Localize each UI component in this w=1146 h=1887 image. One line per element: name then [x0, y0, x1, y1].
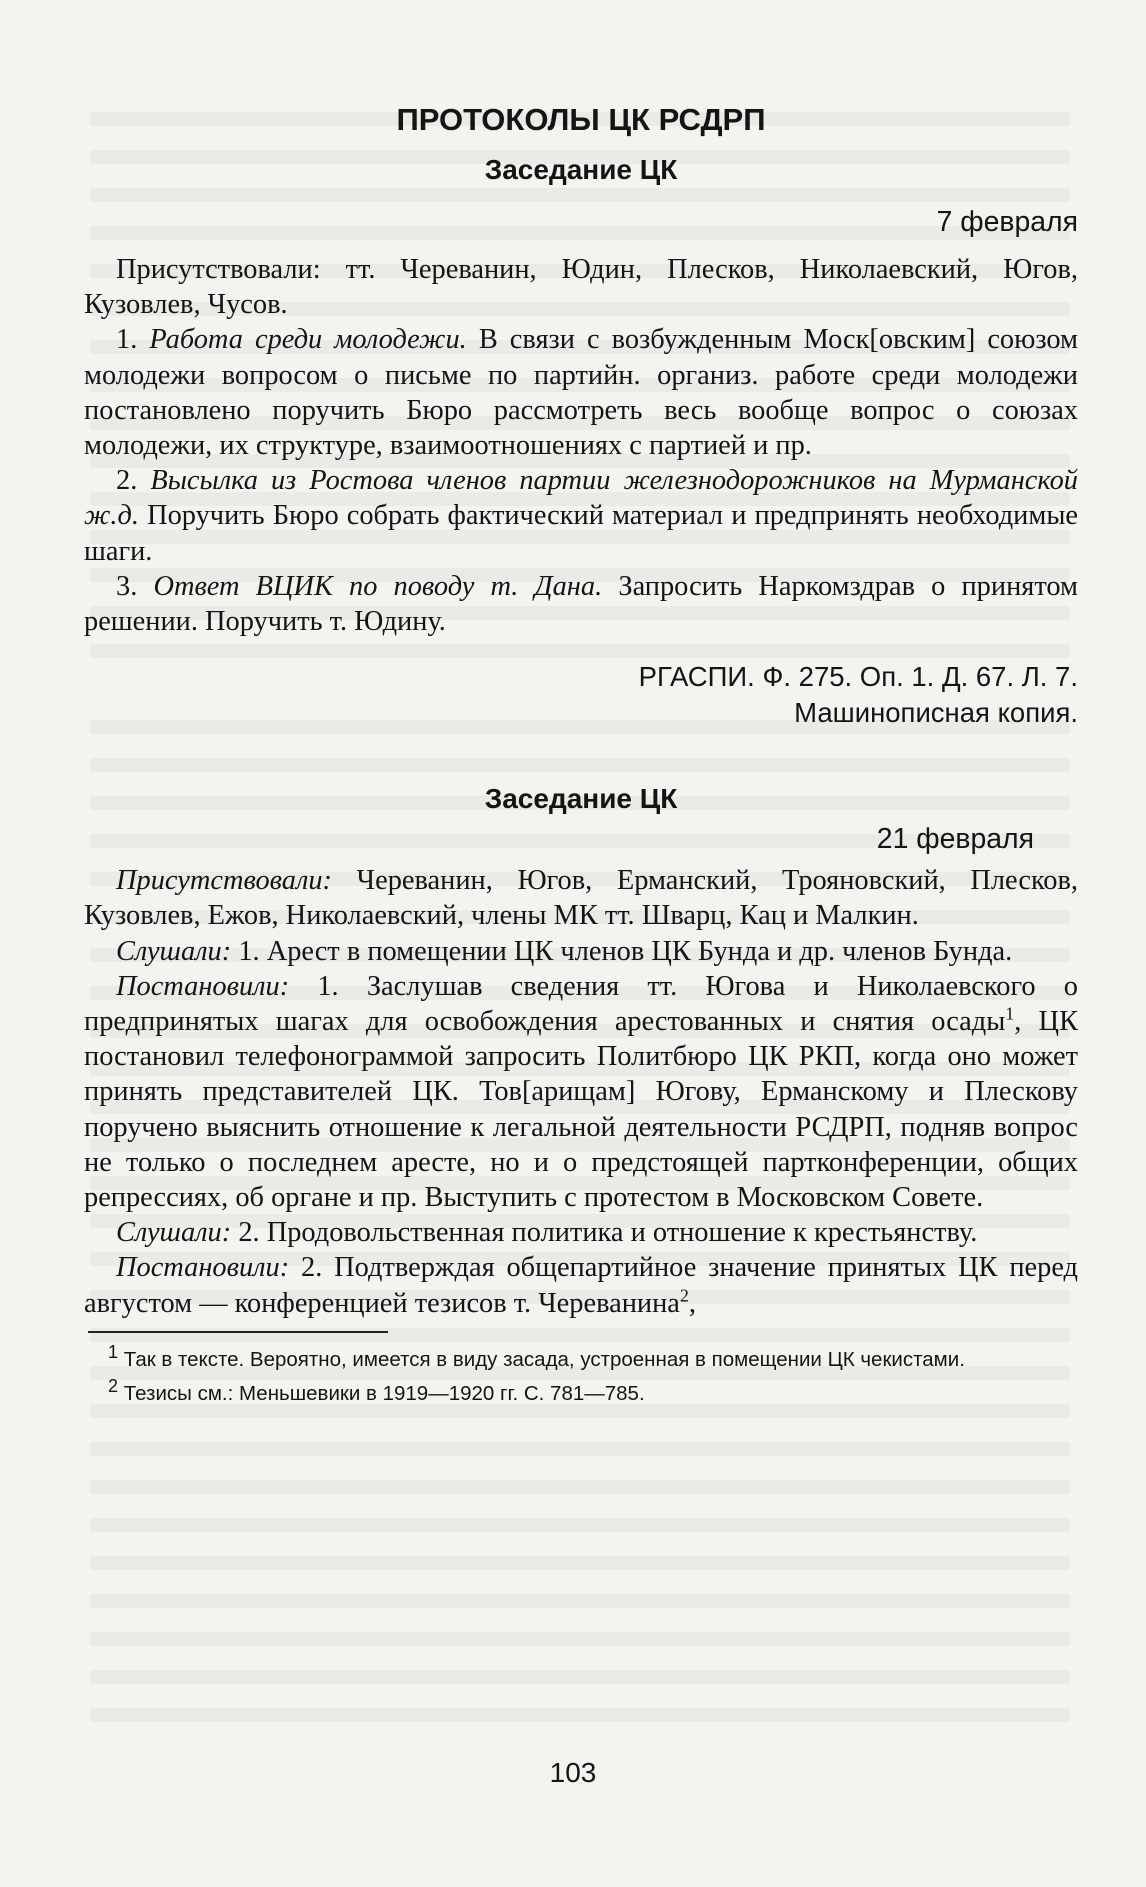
- resolved-label: Постановили:: [116, 1252, 290, 1284]
- footnote-ref: 1: [1005, 1003, 1015, 1024]
- agenda-item-topic: Ответ ВЦИК по поводу т. Дана.: [153, 570, 603, 602]
- agenda-item-text: В связи с возбужденным Моск[овским] союзом молодежи вопросом о письме по партийн. организ. работе среди молодежи постановлено поручить Бюро рассмотреть весь вообще вопрос о союзах молодежи, их структуре, взаимоотношениях с партией и пр.: [84, 324, 1079, 462]
- agenda-item: [84, 463, 1078, 569]
- agenda-item: [84, 569, 1078, 639]
- resolved-paragraph: [84, 1250, 1078, 1320]
- heard-text: 1. Арест в помещении ЦК членов ЦК Бунда и др. членов Бунда.: [238, 935, 1013, 967]
- attendance-label: Присутствовали:: [116, 865, 333, 897]
- resolved-text: 1. Заслушав сведения тт. Югова и Николаевского о предпринятых шагах для освобождения арестованных и снятия осады: [84, 970, 1078, 1038]
- agenda-item-number: 3.: [116, 570, 138, 602]
- resolved-text-continued: , ЦК постановил телефонограммой запросить Политбюро ЦК РКП, когда оно может принять представителей ЦК. Тов[арищам] Югову, Ерманскому и Плескову поручено выяснить отношение к легальной деятельности РСДРП, подняв вопрос не только о последнем аресте, но и о предстоящей партконференции, общих репрессиях, об органе и пр. Выступить с протестом в Московском Совете.: [84, 1006, 1078, 1214]
- copy-note: Машинописная копия.: [794, 697, 1078, 729]
- footnote-mark: 1: [108, 1342, 119, 1363]
- heard-label: Слушали:: [116, 1217, 232, 1249]
- session-date: 7 февраля: [936, 206, 1078, 238]
- footnote-ref: 2: [679, 1285, 689, 1306]
- heard-text: 2. Продовольственная политика и отношение к крестьянству.: [238, 1217, 978, 1249]
- agenda-item-topic: Работа среди молодежи.: [149, 324, 467, 356]
- agenda-item-text: Поручить Бюро собрать фактический материал и предпринять необходимые шаги.: [84, 500, 1078, 567]
- agenda-item-number: 1.: [116, 324, 138, 356]
- archive-reference: РГАСПИ. Ф. 275. Оп. 1. Д. 67. Л. 7.: [638, 661, 1078, 693]
- document-page: [84, 100, 1078, 1415]
- agenda-item: [84, 322, 1078, 463]
- heard-paragraph: [84, 934, 1078, 969]
- resolved-label: Постановили:: [116, 970, 290, 1002]
- footnote-mark: 2: [108, 1376, 119, 1397]
- heard-label: Слушали:: [116, 935, 232, 967]
- attendance-paragraph: Присутствовали: тт. Череванин, Юдин, Плесков, Николаевский, Югов, Кузовлев, Чусов.: [84, 254, 1078, 321]
- agenda-item-number: 2.: [116, 465, 138, 497]
- agenda-item-text: Запросить Наркомздрав о принятом решении. Поручить т. Юдину.: [84, 570, 1078, 638]
- document-title: ПРОТОКОЛЫ ЦК РСДРП: [396, 102, 766, 137]
- session-date: 21 февраля: [876, 823, 1034, 856]
- heard-paragraph: [84, 1215, 1078, 1250]
- footnote: [84, 1376, 1078, 1407]
- attendance-text: Череванин, Югов, Ерманский, Трояновский, Плесков, Кузовлев, Ежов, Николаевский, члены МК тт. Шварц, Кац и Малкин.: [84, 865, 1078, 932]
- footnote-divider: [88, 1331, 388, 1333]
- session-heading: Заседание ЦК: [484, 783, 678, 815]
- agenda-item-topic: Высылка из Ростова членов партии железнодорожников на Мурманской ж.д.: [84, 465, 1078, 532]
- page-number: 103: [549, 1757, 597, 1788]
- footnote: [84, 1342, 1078, 1373]
- attendance-paragraph: [84, 863, 1078, 933]
- footnote-text: Тезисы см.: Меньшевики в 1919—1920 гг. С. 781—785.: [123, 1381, 645, 1405]
- session-heading: Заседание ЦК: [484, 154, 678, 185]
- resolved-paragraph: [84, 969, 1078, 1215]
- resolved-text: 2. Подтверждая общепартийное значение принятых ЦК перед августом — конференцией тезисов т. Череванина: [84, 1252, 1078, 1319]
- resolved-text-tail: ,: [688, 1287, 696, 1319]
- footnote-text: Так в тексте. Вероятно, имеется в виду засада, устроенная в помещении ЦК чекистами.: [123, 1347, 965, 1371]
